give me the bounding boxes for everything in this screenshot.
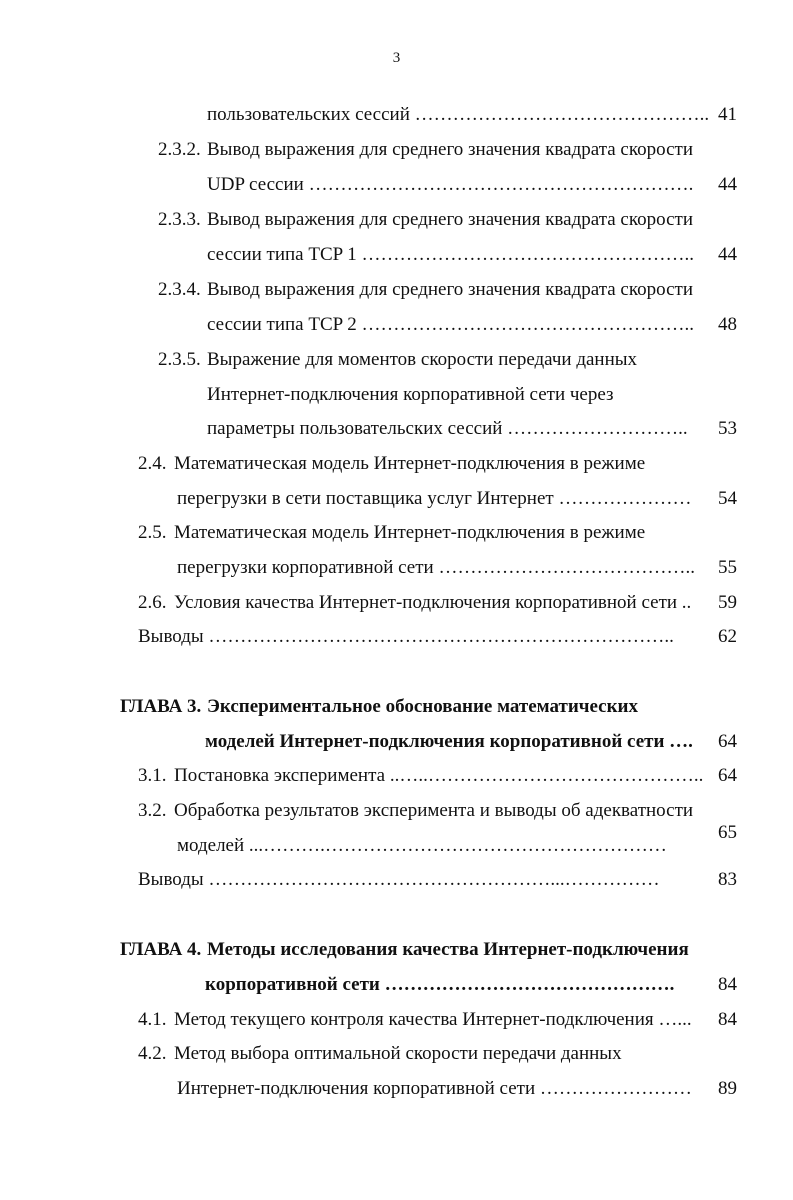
- toc-line: [0, 520, 793, 546]
- toc-page: 89: [718, 1078, 737, 1099]
- toc-text: UDP сессии …………………………………………………….: [207, 174, 694, 195]
- toc-line: [0, 555, 793, 581]
- toc-text: Метод текущего контроля качества Интернет-подключения …...: [174, 1009, 692, 1030]
- toc-line: [0, 624, 793, 650]
- toc-number: 2.3.3.: [158, 209, 201, 230]
- toc-number: ГЛАВА 4.: [120, 939, 202, 960]
- toc-line: [0, 347, 793, 373]
- toc-page: 84: [718, 974, 737, 995]
- toc-text: Вывод выражения для среднего значения квадрата скорости: [207, 139, 693, 160]
- toc-line: [0, 590, 793, 616]
- toc-page: 83: [718, 869, 737, 890]
- toc-line: [0, 172, 793, 198]
- toc-page: 53: [718, 418, 737, 439]
- toc-number: 4.1.: [138, 1009, 167, 1030]
- toc-text: Постановка эксперимента ..…..……………………………………..: [174, 765, 704, 786]
- toc-line: [0, 242, 793, 268]
- toc-line: [0, 763, 793, 789]
- toc-number: 2.3.5.: [158, 349, 201, 370]
- toc-text: Условия качества Интернет-подключения корпоративной сети ..: [174, 592, 692, 613]
- toc-line: [0, 382, 793, 408]
- toc-page: 62: [718, 626, 737, 647]
- toc-text: Математическая модель Интернет-подключения в режиме: [174, 522, 646, 543]
- toc-line: [0, 820, 793, 846]
- toc-text: пользовательских сессий ………………………………………..: [207, 104, 710, 125]
- toc-line: [0, 102, 793, 128]
- toc-number: 2.3.4.: [158, 279, 201, 300]
- toc-number: 2.5.: [138, 522, 167, 543]
- toc-page: 41: [718, 104, 737, 125]
- toc-page: 84: [718, 1009, 737, 1030]
- toc-page: 59: [718, 592, 737, 613]
- toc-line: [0, 1041, 793, 1067]
- toc-line: [0, 486, 793, 512]
- toc-text: Выражение для моментов скорости передачи данных: [207, 349, 638, 370]
- toc-line: [0, 277, 793, 303]
- toc-number: 2.4.: [138, 453, 167, 474]
- toc-number: 4.2.: [138, 1043, 167, 1064]
- toc-number: 3.1.: [138, 765, 167, 786]
- toc-number: ГЛАВА 3.: [120, 696, 202, 717]
- toc-text: Математическая модель Интернет-подключения в режиме: [174, 453, 646, 474]
- toc-text: Метод выбора оптимальной скорости передачи данных: [174, 1043, 622, 1064]
- toc-text: Выводы ………………………………………………...……………: [138, 869, 660, 890]
- toc-chapter-line: [0, 729, 793, 755]
- toc-line: [0, 207, 793, 233]
- toc-text: Экспериментальное обоснование математических: [207, 696, 638, 717]
- toc-chapter-line: [0, 694, 793, 720]
- toc-number: 3.2.: [138, 800, 167, 821]
- toc-line: [0, 867, 793, 893]
- toc-text: параметры пользовательских сессий ………………………..: [207, 418, 688, 439]
- toc-line: [0, 1076, 793, 1102]
- toc-text: моделей Интернет-подключения корпоративной сети ….: [205, 731, 693, 752]
- toc-text: Обработка результатов эксперимента и выводы об адекватности: [174, 800, 694, 821]
- toc-text: Выводы ………………………………………………………………..: [138, 626, 674, 647]
- toc-line: [0, 1007, 793, 1033]
- toc-text: корпоративной сети ……………………………………….: [205, 974, 675, 995]
- toc-page: 48: [718, 314, 737, 335]
- toc-line: [0, 137, 793, 163]
- toc-text: перегрузки корпоративной сети …………………………………..: [177, 557, 695, 578]
- toc-page: 44: [718, 174, 737, 195]
- toc-page: 54: [718, 488, 737, 509]
- toc-text: моделей ...……….………………………………………………: [177, 835, 667, 856]
- toc-chapter-line: [0, 972, 793, 998]
- toc-page: 65: [718, 822, 737, 843]
- toc-page: 44: [718, 244, 737, 265]
- toc-text: Методы исследования качества Интернет-подключения: [207, 939, 689, 960]
- toc-line: [0, 416, 793, 442]
- toc-number: 2.6.: [138, 592, 167, 613]
- toc-line: [0, 451, 793, 477]
- toc-text: перегрузки в сети поставщика услуг Интернет …………………: [177, 488, 692, 509]
- toc-text: сессии типа TCP 2 ……………………………………………..: [207, 314, 694, 335]
- toc-number: 2.3.2.: [158, 139, 201, 160]
- toc-line: [0, 312, 793, 338]
- toc-page: 64: [718, 731, 737, 752]
- toc-text: Интернет-подключения корпоративной сети ……………………: [177, 1078, 692, 1099]
- toc-chapter-line: [0, 937, 793, 963]
- toc-text: сессии типа TCP 1 ……………………………………………..: [207, 244, 694, 265]
- toc-text: Вывод выражения для среднего значения квадрата скорости: [207, 209, 693, 230]
- toc-page: 55: [718, 557, 737, 578]
- toc-text: Вывод выражения для среднего значения квадрата скорости: [207, 279, 693, 300]
- page-number: 3: [392, 50, 401, 66]
- toc-text: Интернет-подключения корпоративной сети через: [207, 384, 614, 405]
- toc-page: 64: [718, 765, 737, 786]
